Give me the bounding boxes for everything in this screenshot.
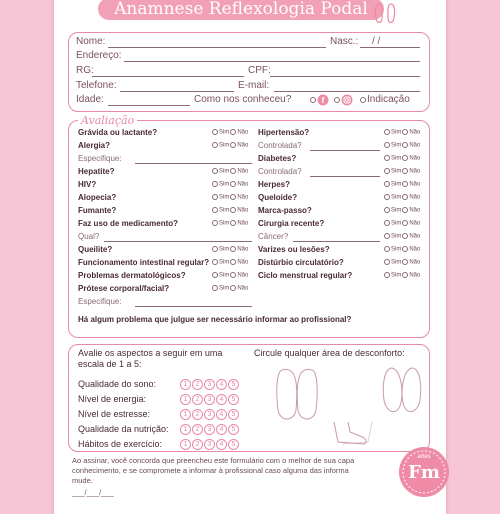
- no-label: Não: [237, 181, 249, 188]
- question-label: Alergia?: [78, 141, 111, 150]
- no-radio[interactable]: [230, 181, 236, 187]
- rating-scale[interactable]: [180, 409, 240, 420]
- yes-no-options[interactable]: [212, 246, 248, 253]
- email-field[interactable]: [274, 91, 420, 92]
- rating-option[interactable]: 1: [180, 394, 191, 405]
- question-label: Grávida ou lactante?: [78, 128, 158, 137]
- endereco-label: Endereço:: [76, 50, 122, 61]
- yes-no-options[interactable]: [384, 181, 420, 188]
- no-label: Não: [409, 207, 421, 214]
- yes-radio[interactable]: [212, 142, 218, 148]
- yes-radio[interactable]: [384, 220, 390, 226]
- no-label: Não: [237, 207, 249, 214]
- yes-no-options[interactable]: [212, 142, 248, 149]
- no-radio[interactable]: [230, 285, 236, 291]
- no-radio[interactable]: [402, 129, 408, 135]
- no-label: Não: [409, 181, 421, 188]
- rating-option[interactable]: 5: [228, 379, 239, 390]
- rating-option[interactable]: 2: [192, 439, 203, 450]
- telefone-field[interactable]: [120, 91, 234, 92]
- no-label: Não: [237, 246, 249, 253]
- yes-radio[interactable]: [384, 259, 390, 265]
- yes-label: Sim: [391, 142, 402, 149]
- yes-label: Sim: [391, 181, 402, 188]
- no-label: Não: [409, 168, 421, 175]
- question-label: Ciclo menstrual regular?: [258, 271, 353, 280]
- feet-diagram[interactable]: [268, 364, 424, 448]
- no-radio[interactable]: [230, 259, 236, 265]
- no-label: Não: [237, 285, 249, 292]
- rating-option[interactable]: 2: [192, 394, 203, 405]
- svg-text:f: f: [321, 96, 325, 105]
- sub-question-label: Controlada?: [258, 167, 302, 176]
- yes-no-options[interactable]: [212, 220, 248, 227]
- yes-label: Sim: [219, 142, 230, 149]
- answer-line[interactable]: [135, 163, 252, 164]
- aspect-label: Nível de estresse:: [78, 409, 151, 419]
- yes-no-options[interactable]: [384, 129, 420, 136]
- yes-no-options[interactable]: [212, 259, 248, 266]
- rating-scale[interactable]: [180, 439, 240, 450]
- answer-line[interactable]: [310, 150, 380, 151]
- rating-option[interactable]: 2: [192, 379, 203, 390]
- yes-radio[interactable]: [212, 194, 218, 200]
- yes-no-options[interactable]: [384, 142, 420, 149]
- rating-scale[interactable]: [180, 379, 240, 390]
- question-label: Marca-passo?: [258, 206, 312, 215]
- yes-label: Sim: [391, 194, 402, 201]
- rg-label: RG:: [76, 65, 94, 76]
- answer-line[interactable]: [310, 176, 380, 177]
- facebook-icon: [317, 94, 329, 106]
- rating-scale[interactable]: [180, 394, 240, 405]
- consent-line3: mude.: [72, 476, 93, 485]
- yes-label: Sim: [391, 272, 402, 279]
- yes-radio[interactable]: [212, 168, 218, 174]
- yes-label: Sim: [219, 272, 230, 279]
- rating-option[interactable]: 4: [216, 409, 227, 420]
- yes-radio[interactable]: [212, 129, 218, 135]
- nome-label: Nome:: [76, 36, 106, 47]
- no-radio[interactable]: [402, 207, 408, 213]
- yes-label: Sim: [219, 259, 230, 266]
- question-label: Diabetes?: [258, 154, 297, 163]
- question-label: Distúrbio circulatório?: [258, 258, 344, 267]
- indicacao-option-radio[interactable]: [360, 97, 366, 103]
- discomfort-title: Circule qualquer área de desconforto:: [254, 348, 405, 358]
- question-label: Prótese corporal/facial?: [78, 284, 170, 293]
- sub-question-label: Especifique:: [78, 297, 122, 306]
- yes-label: Sim: [219, 220, 230, 227]
- question-label: Faz uso de medicamento?: [78, 219, 179, 228]
- cpf-label: CPF:: [248, 65, 271, 76]
- no-radio[interactable]: [402, 142, 408, 148]
- yes-no-options[interactable]: [212, 207, 248, 214]
- yes-label: Sim: [219, 181, 230, 188]
- no-radio[interactable]: [402, 168, 408, 174]
- yes-no-options[interactable]: [212, 168, 248, 175]
- instagram-option-radio[interactable]: [334, 97, 340, 103]
- no-label: Não: [237, 220, 249, 227]
- no-label: Não: [409, 272, 421, 279]
- no-radio[interactable]: [230, 142, 236, 148]
- yes-no-options[interactable]: [384, 207, 420, 214]
- answer-line[interactable]: [135, 306, 252, 307]
- yes-no-options[interactable]: [212, 129, 248, 136]
- rating-option[interactable]: 1: [180, 424, 191, 435]
- yes-no-options[interactable]: [212, 181, 248, 188]
- rg-field[interactable]: [92, 76, 244, 77]
- question-label: Alopecia?: [78, 193, 117, 202]
- telefone-label: Telefone:: [76, 80, 117, 91]
- aspect-label: Qualidade da nutrição:: [78, 424, 169, 434]
- question-label: Funcionamento intestinal regular?: [78, 258, 210, 267]
- yes-label: Sim: [391, 220, 402, 227]
- no-label: Não: [237, 142, 249, 149]
- aspect-label: Qualidade do sono:: [78, 379, 157, 389]
- question-label: Herpes?: [258, 180, 291, 189]
- nasc-label: Nasc.:: [330, 36, 359, 47]
- yes-radio[interactable]: [212, 246, 218, 252]
- instagram-icon: [341, 94, 353, 106]
- yes-label: Sim: [391, 129, 402, 136]
- no-label: Não: [237, 129, 249, 136]
- yes-radio[interactable]: [212, 272, 218, 278]
- yes-radio[interactable]: [212, 181, 218, 187]
- no-radio[interactable]: [402, 259, 408, 265]
- no-label: Não: [409, 142, 421, 149]
- yes-no-options[interactable]: [212, 194, 248, 201]
- yes-radio[interactable]: [384, 168, 390, 174]
- yes-no-options[interactable]: [384, 233, 420, 240]
- rating-option[interactable]: 3: [204, 379, 215, 390]
- yes-no-options[interactable]: [384, 194, 420, 201]
- no-radio[interactable]: [230, 129, 236, 135]
- no-label: Não: [409, 233, 421, 240]
- yes-label: Sim: [391, 207, 402, 214]
- yes-label: Sim: [391, 233, 402, 240]
- no-radio[interactable]: [230, 246, 236, 252]
- no-label: Não: [409, 246, 421, 253]
- yes-no-options[interactable]: [384, 168, 420, 175]
- yes-radio[interactable]: [212, 285, 218, 291]
- yes-no-options[interactable]: [384, 272, 420, 279]
- yes-no-options[interactable]: [384, 246, 420, 253]
- idade-field[interactable]: [108, 105, 190, 106]
- como-conheceu-label: Como nos conheceu?: [194, 94, 292, 105]
- no-label: Não: [409, 129, 421, 136]
- yes-no-options[interactable]: [384, 259, 420, 266]
- rating-option[interactable]: 3: [204, 409, 215, 420]
- yes-label: Sim: [219, 194, 230, 201]
- question-label: HIV?: [78, 180, 97, 189]
- yes-label: Sim: [219, 129, 230, 136]
- indicacao-label: Indicação: [367, 94, 410, 105]
- yes-radio[interactable]: [384, 233, 390, 239]
- yes-no-options[interactable]: [384, 220, 420, 227]
- question-label: Fumante?: [78, 206, 117, 215]
- rating-option[interactable]: 1: [180, 379, 191, 390]
- yes-radio[interactable]: [384, 155, 390, 161]
- rating-option[interactable]: 4: [216, 439, 227, 450]
- answer-line[interactable]: [104, 241, 252, 242]
- yes-label: Sim: [391, 168, 402, 175]
- question-label: Problemas dermatológicos?: [78, 271, 186, 280]
- no-radio[interactable]: [230, 272, 236, 278]
- no-label: Não: [237, 259, 249, 266]
- no-radio[interactable]: [402, 246, 408, 252]
- no-radio[interactable]: [402, 194, 408, 200]
- rating-scale[interactable]: [180, 424, 240, 435]
- no-label: Não: [409, 259, 421, 266]
- yes-label: Sim: [391, 259, 402, 266]
- rating-option[interactable]: 5: [228, 409, 239, 420]
- email-label: E-mail:: [238, 80, 270, 91]
- question-label: Varizes ou lesões?: [258, 245, 330, 254]
- feet-icon: [372, 0, 400, 26]
- no-label: Não: [237, 168, 249, 175]
- no-label: Não: [409, 194, 421, 201]
- cpf-field[interactable]: [270, 76, 420, 77]
- rating-option[interactable]: 4: [216, 394, 227, 405]
- yes-radio[interactable]: [384, 181, 390, 187]
- yes-radio[interactable]: [384, 142, 390, 148]
- yes-radio[interactable]: [384, 129, 390, 135]
- rating-option[interactable]: 3: [204, 439, 215, 450]
- sub-question-label: Qual?: [78, 232, 100, 241]
- rating-option[interactable]: 1: [180, 439, 191, 450]
- sub-question-label: Controlada?: [258, 141, 302, 150]
- signature-date[interactable]: ___/___/___: [72, 488, 114, 497]
- yes-label: Sim: [219, 246, 230, 253]
- nasc-field[interactable]: [360, 47, 420, 48]
- consent-line2: conhecimento, e se compromete a informar à profissional caso alguma das informa: [72, 466, 349, 475]
- aspects-intro-line1: Avalie os aspectos a seguir em uma: [78, 348, 223, 358]
- yes-no-options[interactable]: [384, 155, 420, 162]
- no-radio[interactable]: [402, 233, 408, 239]
- logo-text: Fm: [408, 462, 440, 483]
- no-radio[interactable]: [230, 194, 236, 200]
- yes-label: Sim: [219, 285, 230, 292]
- no-label: Não: [237, 272, 249, 279]
- question-label: Queloide?: [258, 193, 298, 202]
- yes-label: Sim: [219, 207, 230, 214]
- no-radio[interactable]: [230, 207, 236, 213]
- yes-radio[interactable]: [212, 259, 218, 265]
- rating-option[interactable]: 1: [180, 409, 191, 420]
- rating-option[interactable]: 5: [228, 424, 239, 435]
- answer-line[interactable]: [293, 241, 380, 242]
- idade-label: Idade:: [76, 94, 104, 105]
- no-radio[interactable]: [402, 220, 408, 226]
- logo-caption: artes: [417, 454, 431, 460]
- yes-radio[interactable]: [384, 194, 390, 200]
- rating-option[interactable]: 5: [228, 394, 239, 405]
- aspects-intro-line2: escala de 1 a 5:: [78, 359, 142, 369]
- no-radio[interactable]: [230, 168, 236, 174]
- no-label: Não: [409, 220, 421, 227]
- nasc-date-separators: / /: [372, 36, 381, 47]
- rating-option[interactable]: 4: [216, 424, 227, 435]
- form-sheet: [54, 0, 446, 514]
- rating-option[interactable]: 3: [204, 394, 215, 405]
- yes-radio[interactable]: [384, 207, 390, 213]
- no-label: Não: [409, 155, 421, 162]
- nome-field[interactable]: [108, 47, 326, 48]
- sub-question-label: Especifique:: [78, 154, 122, 163]
- question-label: Hepatite?: [78, 167, 115, 176]
- brand-logo: [398, 446, 450, 498]
- yes-no-options[interactable]: [212, 272, 248, 279]
- yes-label: Sim: [391, 246, 402, 253]
- consent-line1: Ao assinar, você concorda que preencheu este formulário com o melhor de sua capa: [72, 456, 355, 465]
- yes-radio[interactable]: [212, 207, 218, 213]
- no-radio[interactable]: [402, 155, 408, 161]
- no-radio[interactable]: [230, 220, 236, 226]
- yes-no-options[interactable]: [212, 285, 248, 292]
- form-title: Anamnese Reflexologia Podal: [98, 0, 384, 20]
- facebook-option-radio[interactable]: [310, 97, 316, 103]
- sub-question-label: Câncer?: [258, 232, 289, 241]
- question-label: Cirurgia recente?: [258, 219, 325, 228]
- yes-label: Sim: [391, 155, 402, 162]
- rating-option[interactable]: 2: [192, 424, 203, 435]
- rating-option[interactable]: 5: [228, 439, 239, 450]
- yes-label: Sim: [219, 168, 230, 175]
- no-radio[interactable]: [402, 272, 408, 278]
- endereco-field[interactable]: [124, 61, 420, 62]
- rating-option[interactable]: 4: [216, 379, 227, 390]
- aspect-label: Nível de energia:: [78, 394, 147, 404]
- rating-option[interactable]: 3: [204, 424, 215, 435]
- avaliacao-title: Avaliação: [78, 114, 137, 127]
- final-question: Há algum problema que julgue ser necessário informar ao profissional?: [78, 315, 352, 324]
- yes-radio[interactable]: [384, 272, 390, 278]
- yes-radio[interactable]: [384, 246, 390, 252]
- aspect-label: Hábitos de exercício:: [78, 439, 163, 449]
- question-label: Queilite?: [78, 245, 113, 254]
- no-label: Não: [237, 194, 249, 201]
- question-label: Hipertensão?: [258, 128, 310, 137]
- yes-radio[interactable]: [212, 220, 218, 226]
- no-radio[interactable]: [402, 181, 408, 187]
- rating-option[interactable]: 2: [192, 409, 203, 420]
